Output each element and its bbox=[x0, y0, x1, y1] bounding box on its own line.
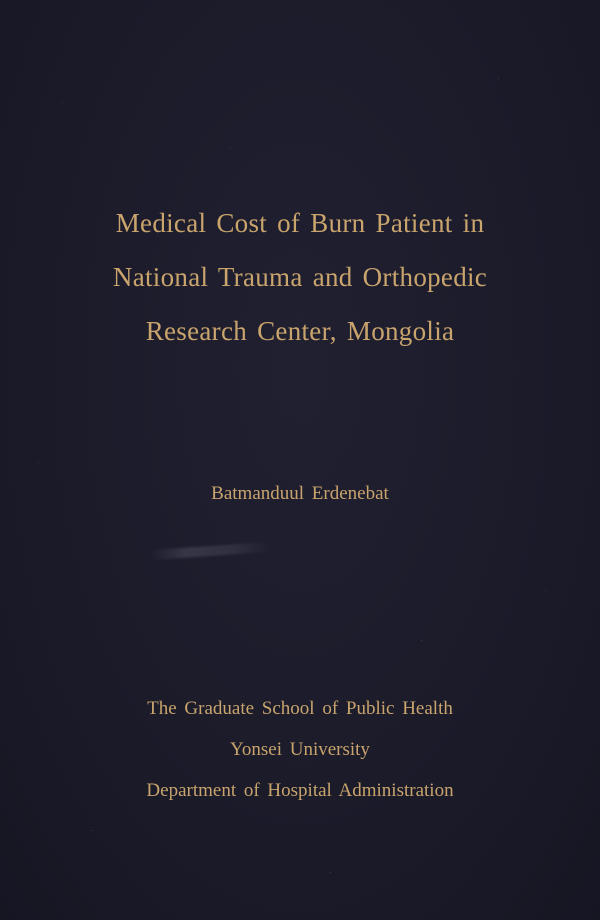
thesis-title bbox=[0, 196, 600, 358]
graduate-school-line: The Graduate School of Public Health bbox=[147, 698, 453, 719]
dust-speck bbox=[545, 590, 546, 591]
author-name: Batmanduul Erdenebat bbox=[211, 483, 389, 504]
title-line: National Trauma and Orthopedic bbox=[112, 262, 488, 292]
dust-speck bbox=[421, 640, 422, 641]
university-line: Yonsei University bbox=[230, 739, 370, 760]
dust-speck bbox=[92, 830, 93, 831]
dust-speck bbox=[498, 78, 499, 79]
cover-scuff-mark bbox=[150, 542, 270, 560]
institution-block bbox=[0, 688, 600, 811]
title-line: Research Center, Mongolia bbox=[145, 316, 455, 346]
title-line: Medical Cost of Burn Patient in bbox=[115, 208, 485, 238]
department-line: Department of Hospital Administration bbox=[146, 780, 454, 801]
dust-speck bbox=[330, 872, 331, 873]
dust-speck bbox=[62, 102, 63, 103]
dust-speck bbox=[38, 462, 39, 463]
dust-speck bbox=[230, 148, 231, 149]
